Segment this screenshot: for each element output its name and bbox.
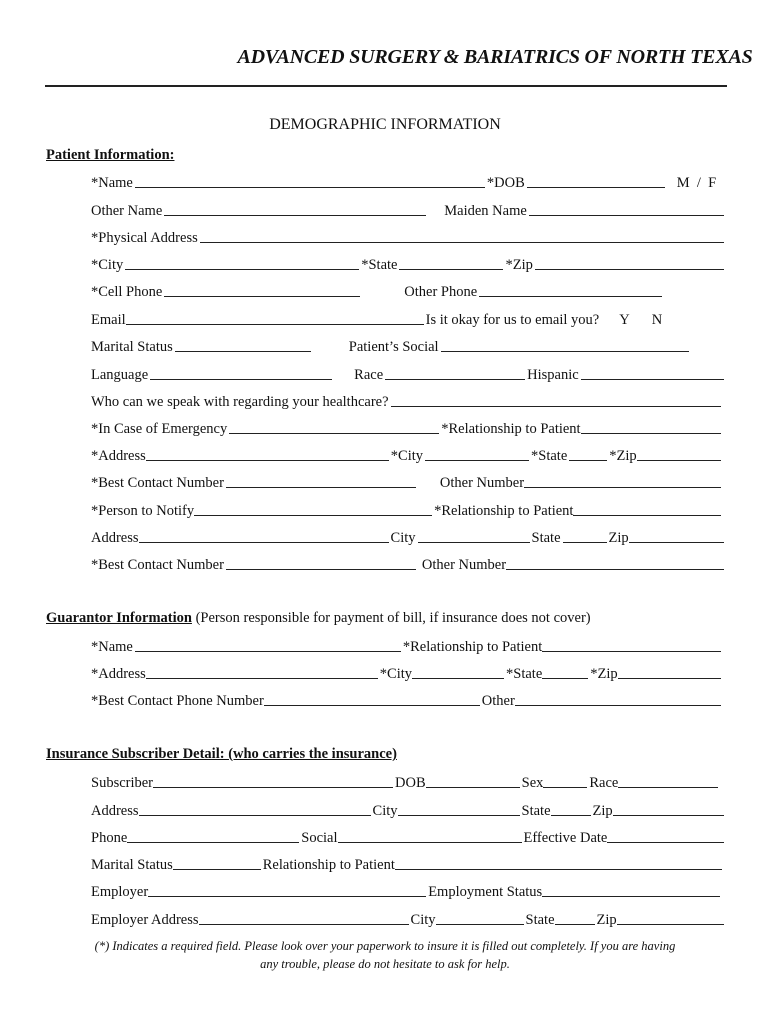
- title-divider: [45, 85, 727, 87]
- employer-city-field[interactable]: [436, 924, 524, 925]
- subscriber-label: Subscriber: [91, 775, 154, 791]
- marital-status-field[interactable]: [175, 351, 311, 352]
- subscriber-sex-field[interactable]: [543, 787, 587, 788]
- notify-zip-label: Zip: [608, 530, 629, 546]
- row-notify-address: [91, 527, 726, 547]
- guarantor-address-field[interactable]: [146, 678, 378, 679]
- speak-with-label: Who can we speak with regarding your healthcare?: [91, 394, 389, 410]
- employer-state-field[interactable]: [555, 924, 595, 925]
- guarantor-best-phone-field[interactable]: [264, 705, 480, 706]
- emergency-state-field[interactable]: [569, 460, 607, 461]
- name-field[interactable]: [135, 187, 485, 188]
- guarantor-relationship-field[interactable]: [542, 651, 721, 652]
- row-phones: [91, 281, 726, 301]
- emergency-relationship-field[interactable]: [581, 433, 721, 434]
- zip-field[interactable]: [535, 269, 724, 270]
- subscriber-dob-label: DOB: [395, 775, 426, 791]
- emergency-label: *In Case of Emergency: [91, 421, 228, 437]
- subscriber-race-label: Race: [589, 775, 619, 791]
- guarantor-relationship-label: *Relationship to Patient: [402, 639, 543, 655]
- subscriber-state-field[interactable]: [551, 815, 591, 816]
- city-field[interactable]: [125, 269, 359, 270]
- subscriber-sex-label: Sex: [521, 775, 544, 791]
- language-label: Language: [91, 367, 149, 383]
- row-subscriber-marital: [91, 854, 726, 874]
- notify-state-field[interactable]: [563, 542, 607, 543]
- row-subscriber-phone: [91, 827, 726, 847]
- row-email: [91, 309, 726, 329]
- row-other-name: [91, 200, 726, 220]
- hispanic-field[interactable]: [581, 379, 724, 380]
- subscriber-race-field[interactable]: [618, 787, 718, 788]
- row-employer: [91, 881, 726, 901]
- employer-zip-field[interactable]: [617, 924, 724, 925]
- emergency-zip-label: *Zip: [609, 448, 637, 464]
- email-no-option[interactable]: N: [651, 312, 663, 328]
- row-employer-address: [91, 909, 726, 929]
- employment-status-label: Employment Status: [428, 884, 543, 900]
- row-emergency: [91, 418, 723, 438]
- emergency-address-field[interactable]: [146, 460, 389, 461]
- row-guarantor-name: [91, 636, 723, 656]
- name-label: *Name: [91, 175, 133, 191]
- form-title: [0, 46, 770, 69]
- dob-field[interactable]: [527, 187, 665, 188]
- person-notify-label: *Person to Notify: [91, 503, 195, 519]
- city-label: *City: [91, 257, 124, 273]
- cell-phone-field[interactable]: [164, 296, 360, 297]
- row-subscriber-address: [91, 800, 726, 820]
- row-emergency-contact: [91, 472, 723, 492]
- notify-address-field[interactable]: [139, 542, 389, 543]
- email-yes-option[interactable]: Y: [619, 312, 630, 328]
- zip-label: *Zip: [505, 257, 533, 273]
- row-marital-social: [91, 336, 726, 356]
- sex-options[interactable]: M / F: [676, 175, 717, 191]
- notify-other-number-field[interactable]: [506, 569, 724, 570]
- cell-phone-label: *Cell Phone: [91, 284, 163, 300]
- insurance-section-heading: [46, 746, 397, 763]
- dob-label: *DOB: [486, 175, 525, 191]
- emergency-other-number-label: Other Number: [439, 475, 525, 491]
- subscriber-address-label: Address: [91, 803, 139, 819]
- email-consent-label: Is it okay for us to email you?: [425, 312, 600, 328]
- state-field[interactable]: [399, 269, 503, 270]
- guarantor-zip-field[interactable]: [618, 678, 721, 679]
- notify-relationship-label: *Relationship to Patient: [434, 503, 574, 519]
- employer-address-field[interactable]: [199, 924, 409, 925]
- physical-address-label: *Physical Address: [91, 230, 198, 246]
- notify-zip-field[interactable]: [629, 542, 724, 543]
- subscriber-social-label: Social: [301, 830, 338, 846]
- required-note-line-1: (*) Indicates a required field. Please look over your paperwork to insure it is filled out completely. If you are having: [94, 939, 676, 953]
- effective-date-label: Effective Date: [523, 830, 608, 846]
- race-field[interactable]: [385, 379, 525, 380]
- subscriber-relationship-label: Relationship to Patient: [262, 857, 395, 873]
- guarantor-state-field[interactable]: [542, 678, 588, 679]
- guarantor-section-heading: [46, 610, 591, 627]
- guarantor-city-field[interactable]: [412, 678, 504, 679]
- emergency-state-label: *State: [531, 448, 568, 464]
- notify-relationship-field[interactable]: [573, 515, 721, 516]
- subscriber-zip-field[interactable]: [613, 815, 724, 816]
- insurance-heading-text: Insurance Subscriber Detail: (who carries the insurance): [46, 746, 397, 762]
- notify-address-label: Address: [91, 530, 139, 546]
- row-city-state-zip: [91, 254, 726, 274]
- guarantor-name-label: *Name: [91, 639, 133, 655]
- subscriber-field[interactable]: [153, 787, 393, 788]
- employer-address-label: Employer Address: [91, 912, 199, 928]
- patient-social-label: Patient’s Social: [348, 339, 439, 355]
- other-phone-field[interactable]: [479, 296, 662, 297]
- employment-status-field[interactable]: [542, 896, 720, 897]
- notify-city-field[interactable]: [418, 542, 530, 543]
- notify-city-label: City: [390, 530, 416, 546]
- employer-state-label: State: [525, 912, 555, 928]
- row-name-dob: [91, 172, 726, 192]
- emergency-relationship-label: *Relationship to Patient: [441, 421, 581, 437]
- notify-state-label: State: [531, 530, 561, 546]
- guarantor-best-phone-label: *Best Contact Phone Number: [91, 693, 264, 709]
- employer-field[interactable]: [148, 896, 426, 897]
- maiden-name-label: Maiden Name: [444, 203, 527, 219]
- required-note-line-2: any trouble, please do not hesitate to ask for help.: [260, 957, 510, 971]
- guarantor-city-label: *City: [379, 666, 413, 682]
- hispanic-label: Hispanic: [527, 367, 579, 383]
- subscriber-marital-label: Marital Status: [91, 857, 173, 873]
- subscriber-phone-field[interactable]: [127, 842, 299, 843]
- subscriber-social-field[interactable]: [338, 842, 522, 843]
- form-subtitle: DEMOGRAPHIC INFORMATION: [269, 116, 501, 133]
- subscriber-marital-field[interactable]: [173, 869, 261, 870]
- subscriber-phone-label: Phone: [91, 830, 128, 846]
- required-field-note: [40, 937, 730, 973]
- subscriber-city-field[interactable]: [398, 815, 520, 816]
- emergency-zip-field[interactable]: [637, 460, 721, 461]
- guarantor-other-field[interactable]: [515, 705, 721, 706]
- notify-best-contact-field[interactable]: [226, 569, 416, 570]
- emergency-best-contact-label: *Best Contact Number: [91, 475, 224, 491]
- subscriber-state-label: State: [521, 803, 551, 819]
- subscriber-zip-label: Zip: [592, 803, 613, 819]
- speak-with-field[interactable]: [391, 406, 721, 407]
- subscriber-dob-field[interactable]: [426, 787, 520, 788]
- row-guarantor-address: [91, 663, 723, 683]
- row-subscriber: [91, 772, 726, 792]
- person-notify-field[interactable]: [194, 515, 432, 516]
- row-guarantor-phone: [91, 690, 723, 710]
- emergency-city-field[interactable]: [425, 460, 529, 461]
- emergency-address-label: *Address: [91, 448, 146, 464]
- guarantor-address-label: *Address: [91, 666, 146, 682]
- emergency-city-label: *City: [390, 448, 424, 464]
- guarantor-name-field[interactable]: [135, 651, 401, 652]
- other-name-field[interactable]: [164, 215, 426, 216]
- other-phone-label: Other Phone: [404, 284, 478, 300]
- other-name-label: Other Name: [91, 203, 163, 219]
- employer-city-label: City: [410, 912, 436, 928]
- emergency-other-number-field[interactable]: [524, 487, 721, 488]
- marital-status-label: Marital Status: [91, 339, 173, 355]
- row-emergency-address: [91, 445, 723, 465]
- notify-best-contact-label: *Best Contact Number: [91, 557, 224, 573]
- effective-date-field[interactable]: [607, 842, 724, 843]
- emergency-field[interactable]: [229, 433, 439, 434]
- email-field[interactable]: [126, 324, 424, 325]
- emergency-best-contact-field[interactable]: [226, 487, 416, 488]
- maiden-name-field[interactable]: [529, 215, 724, 216]
- language-field[interactable]: [150, 379, 332, 380]
- form-title-text: ADVANCED SURGERY & BARIATRICS OF NORTH TEXAS: [237, 46, 753, 68]
- state-label: *State: [361, 257, 398, 273]
- subscriber-city-label: City: [372, 803, 398, 819]
- patient-section-heading: [46, 147, 174, 164]
- subscriber-relationship-field[interactable]: [395, 869, 722, 870]
- employer-zip-label: Zip: [596, 912, 617, 928]
- race-label: Race: [354, 367, 384, 383]
- employer-label: Employer: [91, 884, 149, 900]
- guarantor-other-label: Other: [481, 693, 515, 709]
- physical-address-field[interactable]: [200, 242, 724, 243]
- guarantor-state-label: *State: [506, 666, 543, 682]
- row-physical-address: [91, 227, 726, 247]
- patient-social-field[interactable]: [441, 351, 689, 352]
- email-label: Email: [91, 312, 126, 328]
- row-person-notify: [91, 500, 723, 520]
- subscriber-address-field[interactable]: [139, 815, 371, 816]
- notify-other-number-label: Other Number: [421, 557, 507, 573]
- guarantor-note: (Person responsible for payment of bill, if insurance does not cover): [195, 610, 591, 626]
- row-notify-contact: [91, 554, 726, 574]
- row-speak-with: [91, 391, 723, 411]
- guarantor-zip-label: *Zip: [590, 666, 618, 682]
- row-language-race: [91, 364, 726, 384]
- guarantor-heading-text: Guarantor Information: [46, 610, 192, 626]
- patient-heading-text: Patient Information:: [46, 147, 175, 163]
